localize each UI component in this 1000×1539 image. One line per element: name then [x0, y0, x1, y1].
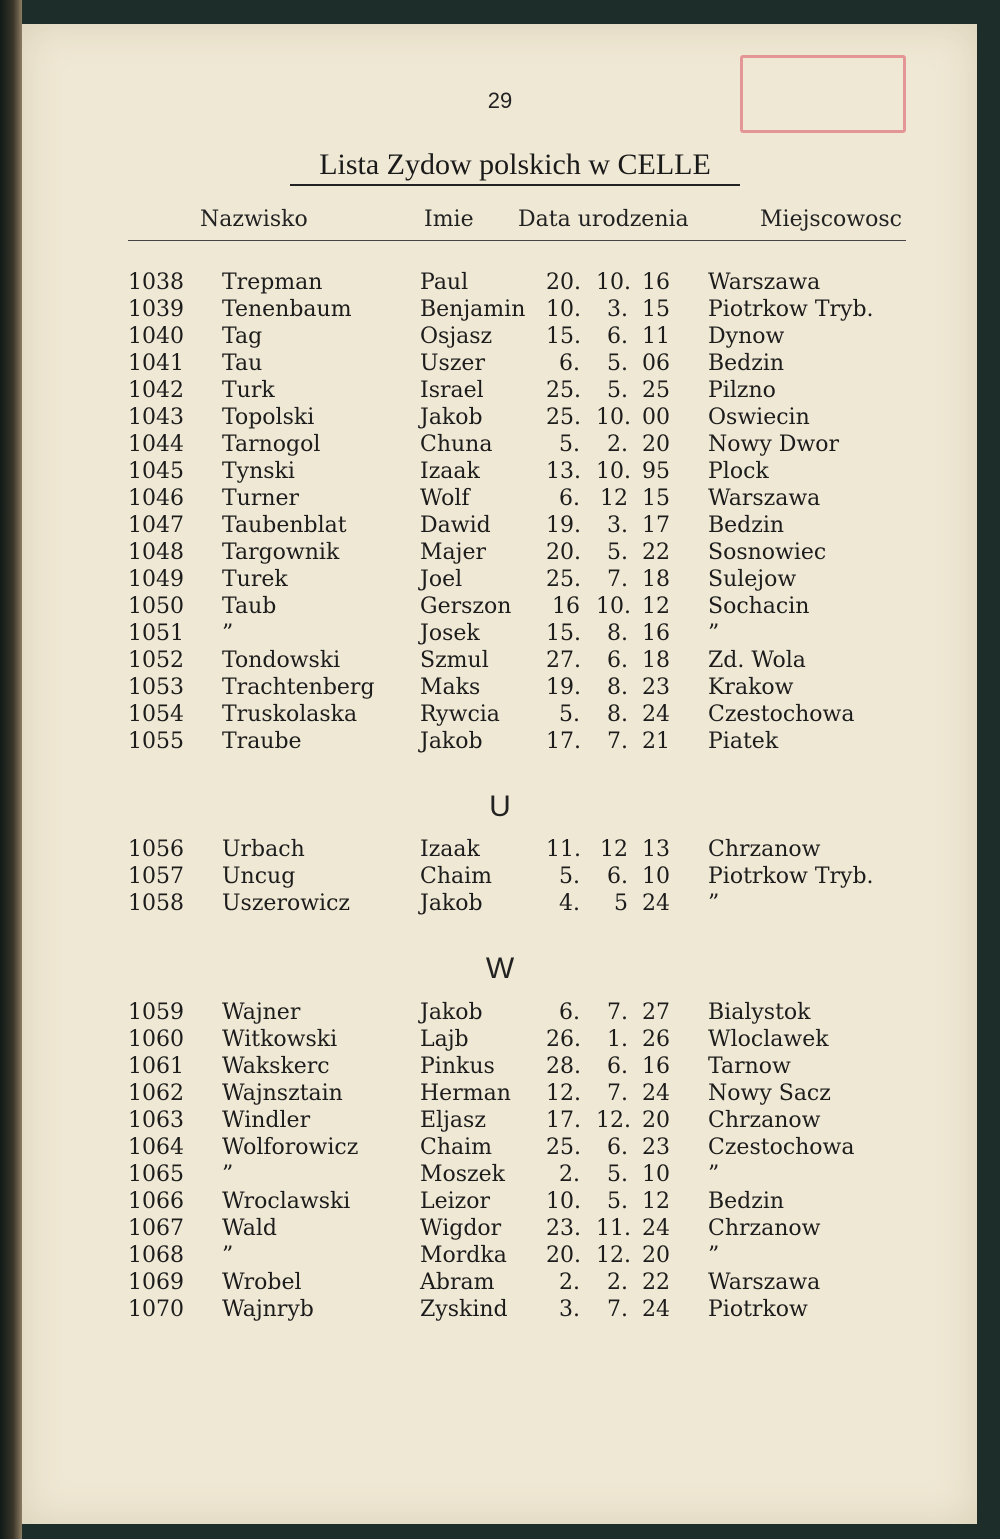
table-row — [0, 270, 1000, 297]
row-number-cell: 1045 — [128, 459, 184, 484]
surname-cell: Wajnryb — [222, 1297, 314, 1322]
birth-year-cell: 11 — [642, 324, 670, 349]
surname-cell: Wajner — [222, 1000, 301, 1025]
row-number-cell: 1063 — [128, 1108, 184, 1133]
birth-year-cell: 25 — [642, 378, 670, 403]
row-number-cell: 1067 — [128, 1216, 184, 1241]
row-number-cell: 1051 — [128, 621, 184, 646]
place-cell: Chrzanow — [708, 837, 821, 862]
first-name-cell: Szmul — [420, 648, 489, 673]
place-cell: ” — [708, 621, 720, 646]
birth-month-cell: 7. — [607, 567, 628, 592]
row-number-cell: 1061 — [128, 1054, 184, 1079]
birth-month-cell: 7. — [607, 1081, 628, 1106]
row-number-cell: 1068 — [128, 1243, 184, 1268]
place-cell: Warszawa — [708, 1270, 821, 1295]
birth-month-cell: 5. — [607, 351, 628, 376]
birth-month-cell: 10. — [596, 270, 631, 295]
birth-year-cell: 24 — [642, 1216, 670, 1241]
row-number-cell: 1066 — [128, 1189, 184, 1214]
birth-day-cell: 20. — [546, 1243, 581, 1268]
birth-day-cell: 20. — [546, 270, 581, 295]
place-cell: Piotrkow Tryb. — [708, 864, 874, 889]
birth-month-cell: 3. — [607, 297, 628, 322]
birth-month-cell: 5 — [614, 891, 628, 916]
birth-year-cell: 23 — [642, 1135, 670, 1160]
table-row — [0, 702, 1000, 729]
first-name-cell: Wolf — [420, 486, 470, 511]
surname-cell: Taub — [222, 594, 277, 619]
place-cell: Piotrkow — [708, 1297, 808, 1322]
birth-year-cell: 20 — [642, 432, 670, 457]
first-name-cell: Abram — [420, 1270, 495, 1295]
row-number-cell: 1062 — [128, 1081, 184, 1106]
first-name-cell: Benjamin — [420, 297, 526, 322]
surname-cell: ” — [222, 1162, 234, 1187]
header-first-name: Imie — [424, 207, 474, 232]
surname-cell: Wroclawski — [222, 1189, 351, 1214]
birth-month-cell: 12 — [600, 837, 628, 862]
surname-cell: Wakskerc — [222, 1054, 330, 1079]
row-number-cell: 1047 — [128, 513, 184, 538]
row-number-cell: 1055 — [128, 729, 184, 754]
birth-month-cell: 6. — [607, 1135, 628, 1160]
place-cell: Wloclawek — [708, 1027, 829, 1052]
surname-cell: Tenenbaum — [222, 297, 352, 322]
first-name-cell: Chaim — [420, 864, 493, 889]
surname-cell: Uszerowicz — [222, 891, 350, 916]
table-row — [0, 351, 1000, 378]
place-cell: Bialystok — [708, 1000, 811, 1025]
birth-day-cell: 3. — [559, 1297, 580, 1322]
first-name-cell: Osjasz — [420, 324, 493, 349]
birth-day-cell: 13. — [546, 459, 581, 484]
birth-year-cell: 24 — [642, 1297, 670, 1322]
birth-month-cell: 6. — [607, 648, 628, 673]
table-row — [0, 297, 1000, 324]
place-cell: Sulejow — [708, 567, 797, 592]
birth-year-cell: 26 — [642, 1027, 670, 1052]
first-name-cell: Dawid — [420, 513, 491, 538]
surname-cell: Topolski — [222, 405, 315, 430]
table-row — [0, 459, 1000, 486]
place-cell: Czestochowa — [708, 1135, 855, 1160]
first-name-cell: Izaak — [420, 837, 480, 862]
birth-month-cell: 12. — [596, 1108, 631, 1133]
header-surname: Nazwisko — [200, 207, 308, 232]
birth-month-cell: 12. — [596, 1243, 631, 1268]
place-cell: Chrzanow — [708, 1108, 821, 1133]
birth-day-cell: 15. — [546, 324, 581, 349]
first-name-cell: Chaim — [420, 1135, 493, 1160]
birth-day-cell: 5. — [559, 702, 580, 727]
place-cell: Pilzno — [708, 378, 776, 403]
surname-cell: Tondowski — [222, 648, 341, 673]
row-number-cell: 1053 — [128, 675, 184, 700]
birth-month-cell: 10. — [596, 459, 631, 484]
first-name-cell: Jakob — [420, 729, 483, 754]
birth-year-cell: 22 — [642, 1270, 670, 1295]
birth-month-cell: 7. — [607, 1000, 628, 1025]
birth-year-cell: 16 — [642, 621, 670, 646]
first-name-cell: Majer — [420, 540, 486, 565]
header-birth-date: Data urodzenia — [518, 207, 689, 232]
row-number-cell: 1039 — [128, 297, 184, 322]
birth-month-cell: 5. — [607, 1189, 628, 1214]
birth-month-cell: 3. — [607, 513, 628, 538]
surname-cell: Targownik — [222, 540, 340, 565]
row-number-cell: 1058 — [128, 891, 184, 916]
first-name-cell: Maks — [420, 675, 481, 700]
table-row — [0, 675, 1000, 702]
first-name-cell: Jakob — [420, 405, 483, 430]
row-number-cell: 1059 — [128, 1000, 184, 1025]
birth-day-cell: 19. — [546, 675, 581, 700]
birth-day-cell: 28. — [546, 1054, 581, 1079]
birth-day-cell: 19. — [546, 513, 581, 538]
row-number-cell: 1057 — [128, 864, 184, 889]
birth-month-cell: 7. — [607, 1297, 628, 1322]
section-letter: W — [485, 952, 515, 985]
birth-year-cell: 10 — [642, 864, 670, 889]
birth-year-cell: 24 — [642, 891, 670, 916]
row-number-cell: 1041 — [128, 351, 184, 376]
table-row — [0, 1189, 1000, 1216]
place-cell: Tarnow — [708, 1054, 791, 1079]
place-cell: Warszawa — [708, 486, 821, 511]
surname-cell: Trachtenberg — [222, 675, 375, 700]
first-name-cell: Jakob — [420, 891, 483, 916]
row-number-cell: 1065 — [128, 1162, 184, 1187]
first-name-cell: Izaak — [420, 459, 480, 484]
birth-day-cell: 11. — [546, 837, 581, 862]
place-cell: Bedzin — [708, 351, 785, 376]
table-row — [0, 1081, 1000, 1108]
birth-year-cell: 17 — [642, 513, 670, 538]
table-row — [0, 864, 1000, 891]
surname-cell: ” — [222, 1243, 234, 1268]
birth-month-cell: 5. — [607, 1162, 628, 1187]
header-rule — [128, 240, 906, 241]
surname-cell: Truskolaska — [222, 702, 358, 727]
table-row — [0, 1027, 1000, 1054]
table-row — [0, 513, 1000, 540]
header-place: Miejscowosc — [760, 207, 902, 232]
place-cell: Nowy Dwor — [708, 432, 839, 457]
table-row — [0, 1243, 1000, 1270]
place-cell: Piatek — [708, 729, 779, 754]
table-row — [0, 1216, 1000, 1243]
place-cell: Sosnowiec — [708, 540, 827, 565]
birth-year-cell: 06 — [642, 351, 670, 376]
table-row — [0, 378, 1000, 405]
place-cell: ” — [708, 1243, 720, 1268]
birth-day-cell: 25. — [546, 1135, 581, 1160]
place-cell: Dynow — [708, 324, 785, 349]
birth-month-cell: 11. — [596, 1216, 631, 1241]
table-row — [0, 648, 1000, 675]
row-number-cell: 1038 — [128, 270, 184, 295]
surname-cell: Wald — [222, 1216, 277, 1241]
first-name-cell: Eljasz — [420, 1108, 486, 1133]
birth-month-cell: 10. — [596, 594, 631, 619]
first-name-cell: Gerszon — [420, 594, 512, 619]
place-cell: Bedzin — [708, 1189, 785, 1214]
birth-day-cell: 10. — [546, 297, 581, 322]
table-row — [0, 405, 1000, 432]
table-row — [0, 837, 1000, 864]
row-number-cell: 1069 — [128, 1270, 184, 1295]
place-cell: Chrzanow — [708, 1216, 821, 1241]
birth-day-cell: 6. — [559, 1000, 580, 1025]
surname-cell: Tag — [222, 324, 263, 349]
birth-year-cell: 27 — [642, 1000, 670, 1025]
first-name-cell: Jakob — [420, 1000, 483, 1025]
birth-day-cell: 25. — [546, 378, 581, 403]
row-number-cell: 1040 — [128, 324, 184, 349]
row-number-cell: 1046 — [128, 486, 184, 511]
birth-year-cell: 10 — [642, 1162, 670, 1187]
birth-year-cell: 18 — [642, 648, 670, 673]
birth-month-cell: 6. — [607, 324, 628, 349]
row-number-cell: 1049 — [128, 567, 184, 592]
row-number-cell: 1048 — [128, 540, 184, 565]
table-row — [0, 1162, 1000, 1189]
row-number-cell: 1042 — [128, 378, 184, 403]
surname-cell: Tarnogol — [222, 432, 321, 457]
first-name-cell: Israel — [420, 378, 484, 403]
place-cell: Piotrkow Tryb. — [708, 297, 874, 322]
place-cell: Czestochowa — [708, 702, 855, 727]
birth-year-cell: 24 — [642, 702, 670, 727]
birth-day-cell: 27. — [546, 648, 581, 673]
first-name-cell: Leizor — [420, 1189, 491, 1214]
surname-cell: Wrobel — [222, 1270, 302, 1295]
surname-cell: Windler — [222, 1108, 311, 1133]
first-name-cell: Chuna — [420, 432, 493, 457]
row-number-cell: 1056 — [128, 837, 184, 862]
birth-year-cell: 24 — [642, 1081, 670, 1106]
surname-cell: Urbach — [222, 837, 305, 862]
first-name-cell: Paul — [420, 270, 469, 295]
birth-day-cell: 16 — [552, 594, 580, 619]
row-number-cell: 1070 — [128, 1297, 184, 1322]
birth-year-cell: 18 — [642, 567, 670, 592]
row-number-cell: 1054 — [128, 702, 184, 727]
place-cell: Nowy Sacz — [708, 1081, 831, 1106]
birth-month-cell: 8. — [607, 621, 628, 646]
birth-month-cell: 1. — [607, 1027, 628, 1052]
birth-year-cell: 12 — [642, 1189, 670, 1214]
table-row — [0, 567, 1000, 594]
birth-day-cell: 17. — [546, 729, 581, 754]
birth-day-cell: 15. — [546, 621, 581, 646]
place-cell: Warszawa — [708, 270, 821, 295]
page-number: 29 — [487, 88, 513, 113]
table-row — [0, 1000, 1000, 1027]
birth-month-cell: 2. — [607, 1270, 628, 1295]
birth-month-cell: 12 — [600, 486, 628, 511]
surname-cell: Tynski — [222, 459, 295, 484]
table-row — [0, 621, 1000, 648]
surname-cell: Witkowski — [222, 1027, 338, 1052]
birth-day-cell: 2. — [559, 1162, 580, 1187]
first-name-cell: Moszek — [420, 1162, 506, 1187]
birth-year-cell: 00 — [642, 405, 670, 430]
surname-cell: Wolforowicz — [222, 1135, 359, 1160]
first-name-cell: Lajb — [420, 1027, 469, 1052]
surname-cell: Taubenblat — [222, 513, 347, 538]
birth-day-cell: 6. — [559, 486, 580, 511]
birth-year-cell: 13 — [642, 837, 670, 862]
table-row — [0, 729, 1000, 756]
surname-cell: Wajnsztain — [222, 1081, 343, 1106]
table-row — [0, 891, 1000, 918]
section-letter: U — [489, 790, 511, 823]
surname-cell: Traube — [222, 729, 302, 754]
first-name-cell: Rywcia — [420, 702, 500, 727]
first-name-cell: Herman — [420, 1081, 511, 1106]
birth-month-cell: 8. — [607, 675, 628, 700]
row-number-cell: 1043 — [128, 405, 184, 430]
birth-day-cell: 23. — [546, 1216, 581, 1241]
birth-year-cell: 15 — [642, 486, 670, 511]
table-row — [0, 1270, 1000, 1297]
row-number-cell: 1052 — [128, 648, 184, 673]
row-number-cell: 1064 — [128, 1135, 184, 1160]
birth-day-cell: 2. — [559, 1270, 580, 1295]
surname-cell: Tau — [222, 351, 263, 376]
birth-month-cell: 7. — [607, 729, 628, 754]
birth-month-cell: 2. — [607, 432, 628, 457]
table-row — [0, 594, 1000, 621]
first-name-cell: Uszer — [420, 351, 485, 376]
place-cell: Zd. Wola — [708, 648, 806, 673]
first-name-cell: Joel — [420, 567, 463, 592]
birth-year-cell: 21 — [642, 729, 670, 754]
birth-day-cell: 12. — [546, 1081, 581, 1106]
table-row — [0, 432, 1000, 459]
birth-year-cell: 20 — [642, 1243, 670, 1268]
table-row — [0, 540, 1000, 567]
birth-year-cell: 23 — [642, 675, 670, 700]
birth-day-cell: 5. — [559, 432, 580, 457]
place-cell: ” — [708, 1162, 720, 1187]
table-row — [0, 324, 1000, 351]
birth-month-cell: 5. — [607, 378, 628, 403]
table-row — [0, 1108, 1000, 1135]
birth-day-cell: 26. — [546, 1027, 581, 1052]
place-cell: Bedzin — [708, 513, 785, 538]
birth-month-cell: 6. — [607, 1054, 628, 1079]
row-number-cell: 1060 — [128, 1027, 184, 1052]
place-cell: Oswiecin — [708, 405, 810, 430]
surname-cell: Trepman — [222, 270, 323, 295]
place-cell: Sochacin — [708, 594, 810, 619]
birth-year-cell: 16 — [642, 1054, 670, 1079]
birth-day-cell: 10. — [546, 1189, 581, 1214]
table-row — [0, 486, 1000, 513]
birth-month-cell: 10. — [596, 405, 631, 430]
first-name-cell: Mordka — [420, 1243, 507, 1268]
birth-year-cell: 20 — [642, 1108, 670, 1133]
place-cell: ” — [708, 891, 720, 916]
surname-cell: Uncug — [222, 864, 296, 889]
row-number-cell: 1044 — [128, 432, 184, 457]
surname-cell: Turek — [222, 567, 288, 592]
surname-cell: Turk — [222, 378, 275, 403]
birth-day-cell: 6. — [559, 351, 580, 376]
first-name-cell: Zyskind — [420, 1297, 508, 1322]
surname-cell: ” — [222, 621, 234, 646]
birth-month-cell: 6. — [607, 864, 628, 889]
table-row — [0, 1297, 1000, 1324]
birth-day-cell: 4. — [559, 891, 580, 916]
table-row — [0, 1135, 1000, 1162]
birth-day-cell: 17. — [546, 1108, 581, 1133]
birth-day-cell: 25. — [546, 567, 581, 592]
birth-year-cell: 15 — [642, 297, 670, 322]
birth-year-cell: 12 — [642, 594, 670, 619]
place-cell: Krakow — [708, 675, 794, 700]
birth-month-cell: 5. — [607, 540, 628, 565]
birth-day-cell: 25. — [546, 405, 581, 430]
row-number-cell: 1050 — [128, 594, 184, 619]
page-title: Lista Zydow polskich w CELLE — [290, 148, 740, 186]
first-name-cell: Josek — [420, 621, 480, 646]
place-cell: Plock — [708, 459, 769, 484]
first-name-cell: Pinkus — [420, 1054, 495, 1079]
birth-day-cell: 5. — [559, 864, 580, 889]
birth-month-cell: 8. — [607, 702, 628, 727]
birth-year-cell: 16 — [642, 270, 670, 295]
birth-year-cell: 22 — [642, 540, 670, 565]
birth-day-cell: 20. — [546, 540, 581, 565]
surname-cell: Turner — [222, 486, 300, 511]
birth-year-cell: 95 — [642, 459, 670, 484]
table-row — [0, 1054, 1000, 1081]
first-name-cell: Wigdor — [420, 1216, 502, 1241]
